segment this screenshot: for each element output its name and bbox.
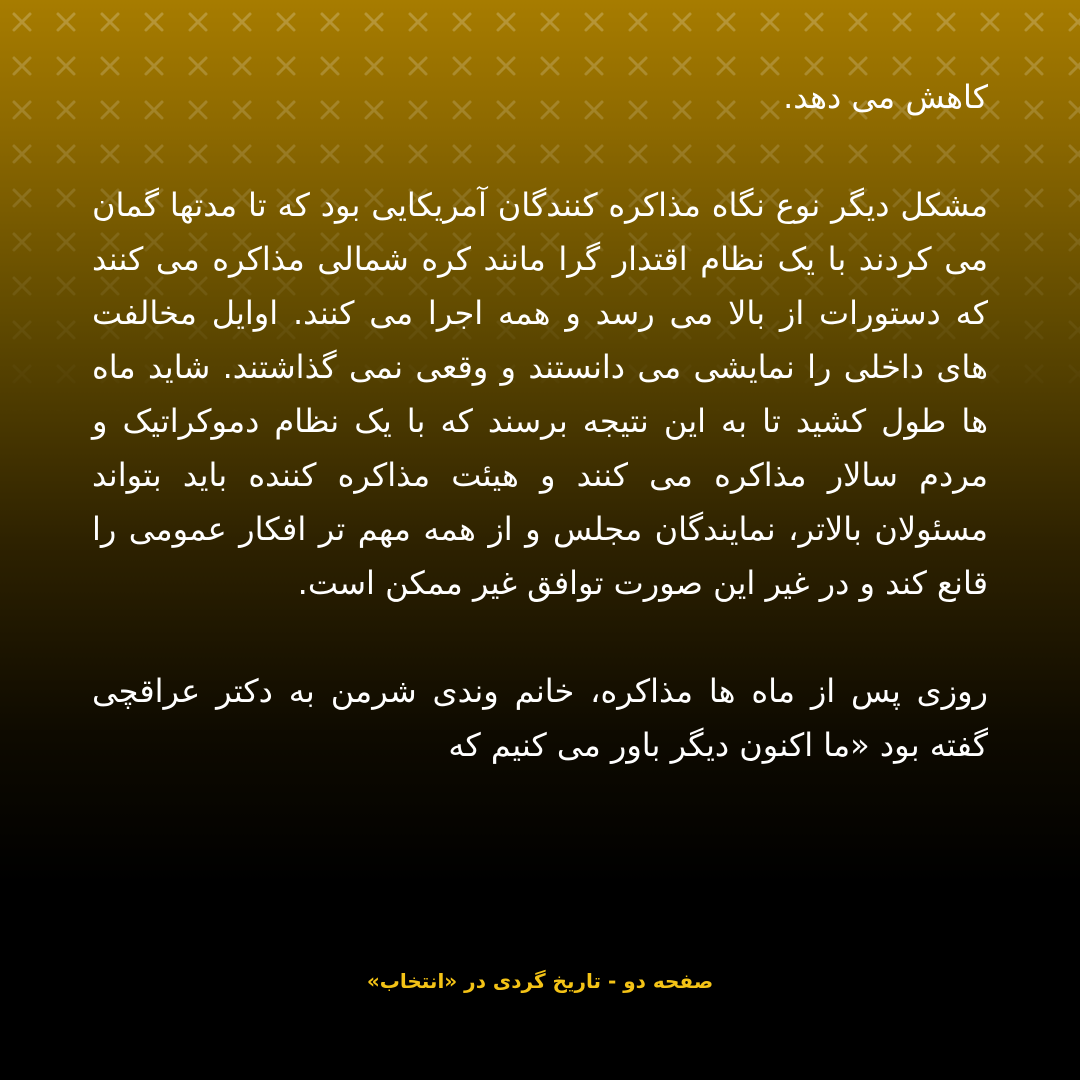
page-footer: صفحه دو - تاریخ گردی در «انتخاب» [366, 969, 714, 993]
paragraph-1: کاهش می دهد. [783, 78, 988, 116]
paragraph-2: مشکل دیگر نوع نگاه مذاکره کنندگان آمریکایی بود که تا مدتها گمان می کردند با یک نظام اقتدار گرا مانند کره شمالی مذاکره می کنند که دستورات از بالا می رسد و همه اجرا می کنند. اوایل مخالفت های داخلی را نمایشی می دانستند و وقعی نمی گذاشتند. شاید ماه ها طول کشید تا به این نتیجه برسند که با یک نظام دموکراتیک و مردم سالار مذاکره می کنند و هیئت مذاکره کننده باید بتواند مسئولان بالاتر، نمایندگان مجلس و از همه مهم تر افکار عمومی را قانع کند و در غیر این صورت توافق غیر ممکن است. [92, 186, 988, 602]
paragraph-3: روزی پس از ماه ها مذاکره، خانم وندی شرمن به دکتر عراقچی گفته بود «ما اکنون دیگر باور می کنیم که [92, 672, 988, 764]
paragraph-spacer [92, 610, 988, 664]
article-text [92, 70, 988, 772]
paragraph-spacer [92, 124, 988, 178]
